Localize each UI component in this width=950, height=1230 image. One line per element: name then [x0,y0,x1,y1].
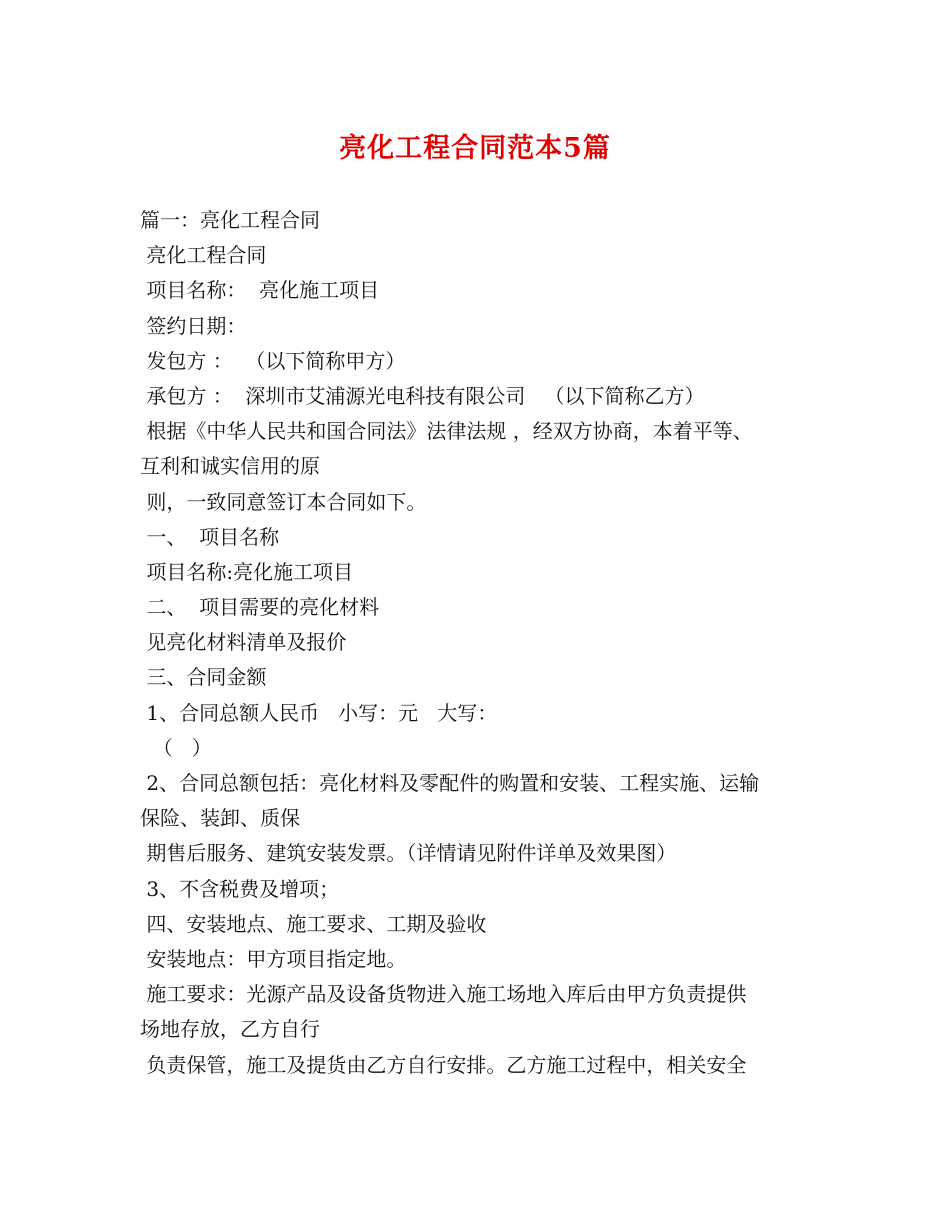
body-line: 根据《中华人民共和国合同法》法律法规 ，经双方协商，本着平等、 [140,419,753,444]
body-line: 项目名称： 亮化施工项目 [140,278,380,303]
body-line: 签约日期： [140,313,247,338]
body-line: 一、 项目名称 [140,524,280,549]
body-line: 3、不含税费及增项； [140,876,340,901]
body-line: 二、 项目需要的亮化材料 [140,595,380,620]
body-line: 施工要求：光源产品及设备货物进入施工场地入库后由甲方负责提供 [140,982,747,1007]
body-line: 期售后服务、建筑安装发票。（详情请见附件详单及效果图） [140,841,677,866]
body-line: 场地存放，乙方自行 [140,1017,320,1042]
body-line: 安装地点：甲方项目指定地。 [140,946,407,971]
body-line: 互利和诚实信用的原 [140,454,320,479]
body-line: 负责保管，施工及提货由乙方自行安排。乙方施工过程中，相关安全 [140,1052,747,1077]
body-line: 亮化工程合同 [140,243,267,268]
body-line: 见亮化材料清单及报价 [140,630,347,655]
document-title: 亮化工程合同范本5篇 [339,133,611,164]
body-line: 发包方 ： （以下简称甲方） [140,348,406,373]
body-line: 2、合同总额包括：亮化材料及零配件的购置和安装、工程实施、运输 [140,771,760,795]
body-line: 三、合同金额 [140,665,267,690]
body-line: 篇一：亮化工程合同 [140,208,320,232]
body-line: 四、安装地点、施工要求、工期及验收 [140,911,487,936]
body-line: （ ） [140,735,212,760]
body-line: 项目名称:亮化施工项目 [140,559,354,584]
body-line: 则，一致同意签订本合同如下。 [140,489,427,514]
body-line: 承包方 ： 深圳市艾浦源光电科技有限公司 （以下简称乙方） [140,383,705,408]
document-body [140,203,830,1083]
body-line: 1、合同总额人民币 小写：元 大写： [140,700,498,725]
body-line: 保险、装卸、质保 [140,806,300,831]
